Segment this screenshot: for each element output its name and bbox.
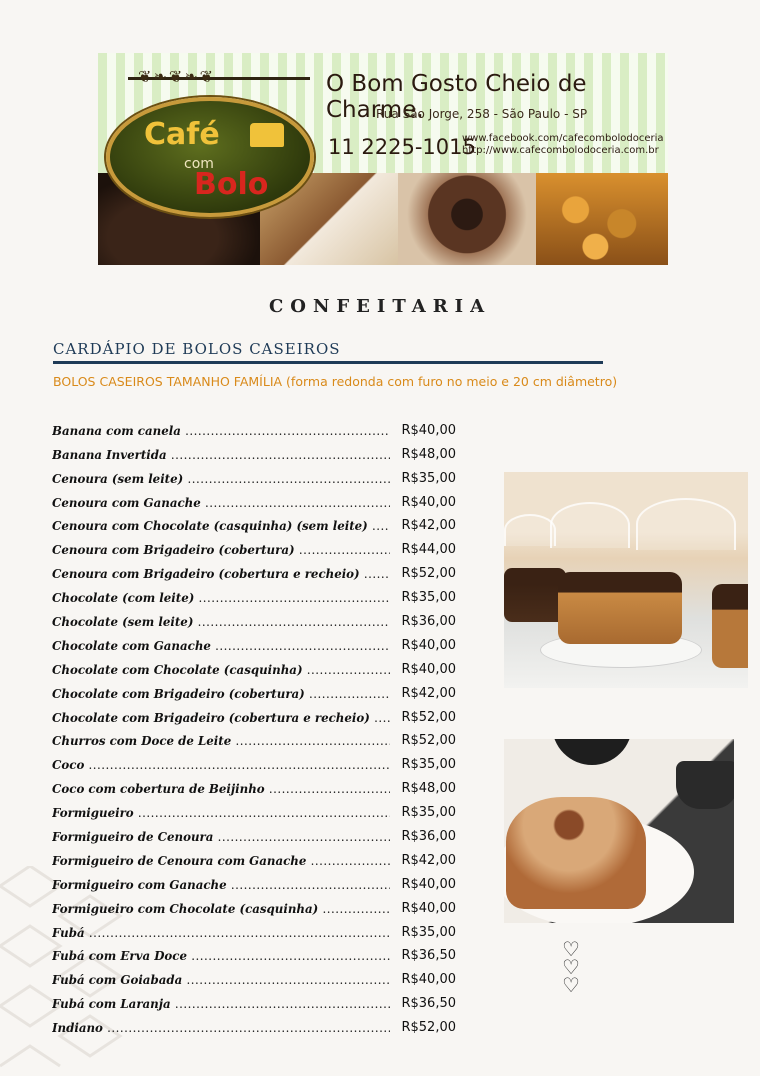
menu-item-name: Chocolate com Brigadeiro (cobertura e recheio) .....	[52, 711, 390, 725]
menu-item-name: Chocolate com Ganache .....	[52, 639, 390, 653]
menu-item-name: Formigueiro com Ganache .....	[52, 878, 390, 892]
size-note: BOLOS CASEIROS TAMANHO FAMÍLIA (forma redonda com furo no meio e 20 cm diâmetro)	[53, 374, 618, 389]
website-link[interactable]: http://www.cafecombolodoceria.com.br	[462, 145, 659, 156]
cinnamon-cake-photo	[504, 739, 734, 923]
menu-item	[52, 514, 456, 538]
glass-dome	[504, 514, 556, 546]
menu-item-name: Formigueiro com Chocolate (casquinha) .....	[52, 902, 390, 916]
hearts-icon: ♡ ♡ ♡	[562, 937, 580, 997]
menu-item	[52, 800, 456, 824]
menu-item	[52, 729, 456, 753]
menu-item-price: R$42,00	[401, 852, 456, 868]
menu-item	[52, 657, 456, 681]
menu-item-price: R$52,00	[401, 709, 456, 725]
phone-number: 11 2225-1015	[328, 135, 476, 159]
menu-item	[52, 633, 456, 657]
brand-logo	[106, 97, 314, 217]
menu-item-price: R$40,00	[401, 876, 456, 892]
section-divider	[53, 361, 603, 364]
menu-item-price: R$48,00	[401, 446, 456, 462]
menu-item	[52, 752, 456, 776]
menu-item-name: Fubá .....	[52, 926, 390, 940]
menu-item-name: Cenoura com Brigadeiro (cobertura e recheio) .....	[52, 567, 390, 581]
menu-item-name: Cenoura (sem leite) .....	[52, 472, 390, 486]
bowl	[552, 739, 632, 765]
menu-item	[52, 848, 456, 872]
menu-item-name: Cenoura com Brigadeiro (cobertura) .....	[52, 543, 390, 557]
menu-item-price: R$40,00	[401, 900, 456, 916]
glass-dome	[550, 502, 630, 548]
menu-item	[52, 991, 456, 1015]
menu-item	[52, 490, 456, 514]
cinnamon-cake	[506, 797, 646, 909]
menu-item	[52, 967, 456, 991]
menu-item-name: Banana Invertida .....	[52, 448, 390, 462]
menu-item-price: R$36,50	[401, 948, 456, 964]
menu-item-name: Indiano .....	[52, 1021, 390, 1035]
menu-item	[52, 944, 456, 968]
menu-item	[52, 609, 456, 633]
menu-item-price: R$52,00	[401, 1020, 456, 1036]
menu-item	[52, 442, 456, 466]
ornament-icon: ❦❧❦❧❦	[138, 67, 216, 86]
menu-item	[52, 466, 456, 490]
menu-item-price: R$48,00	[401, 781, 456, 797]
header-banner	[98, 53, 668, 265]
menu-item	[52, 776, 456, 800]
menu-item	[52, 418, 456, 442]
menu-item-price: R$40,00	[401, 637, 456, 653]
cake-slice-icon	[250, 123, 284, 147]
menu-item-price: R$35,00	[401, 470, 456, 486]
menu-item-price: R$36,50	[401, 996, 456, 1012]
chocolate-topped-cake	[558, 572, 682, 644]
menu-item-name: Formigueiro de Cenoura com Ganache .....	[52, 854, 390, 868]
facebook-link[interactable]: www.facebook.com/cafecombolodoceria	[462, 133, 664, 144]
menu-item-price: R$44,00	[401, 542, 456, 558]
menu-item	[52, 1015, 456, 1039]
menu-item-name: Fubá com Goiabada .....	[52, 973, 390, 987]
logo-bolo: Bolo	[194, 167, 269, 202]
menu-item-price: R$40,00	[401, 422, 456, 438]
menu-item-name: Fubá com Erva Doce .....	[52, 949, 390, 963]
menu-item-name: Chocolate (com leite) .....	[52, 591, 390, 605]
menu-item	[52, 920, 456, 944]
menu-item-name: Formigueiro .....	[52, 806, 390, 820]
chocolate-cake	[504, 568, 566, 622]
menu-item-name: Formigueiro de Cenoura .....	[52, 830, 390, 844]
logo-cafe: Café	[144, 117, 220, 152]
menu-item-name: Chocolate (sem leite) .....	[52, 615, 390, 629]
menu-item	[52, 537, 456, 561]
menu-item-price: R$40,00	[401, 661, 456, 677]
bundt-cake-photo	[398, 173, 536, 265]
logo-com: com	[184, 156, 214, 172]
menu-item-price: R$42,00	[401, 518, 456, 534]
address: Rua São Jorge, 258 - São Paulo - SP	[376, 107, 588, 121]
cakes-display-photo	[504, 472, 748, 688]
menu-item-name: Cenoura com Ganache .....	[52, 496, 390, 510]
menu-item-price: R$52,00	[401, 566, 456, 582]
menu-item	[52, 561, 456, 585]
menu-item-price: R$35,00	[401, 924, 456, 940]
menu-item-name: Cenoura com Chocolate (casquinha) (sem leite) .....	[52, 519, 390, 533]
menu-item-name: Coco .....	[52, 758, 390, 772]
menu-item-name: Chocolate com Brigadeiro (cobertura) .....	[52, 687, 390, 701]
menu-item	[52, 681, 456, 705]
slogan: O Bom Gosto Cheio de Charme.	[326, 71, 587, 123]
chocolate-cake	[712, 584, 748, 668]
menu-item-price: R$52,00	[401, 733, 456, 749]
menu-item-name: Chocolate com Chocolate (casquinha) .....	[52, 663, 390, 677]
menu-item-name: Coco com cobertura de Beijinho .....	[52, 782, 390, 796]
menu-item	[52, 896, 456, 920]
menu-item-price: R$36,00	[401, 614, 456, 630]
menu-item-price: R$35,00	[401, 590, 456, 606]
menu-item-name: Fubá com Laranja .....	[52, 997, 390, 1011]
menu-item-price: R$36,00	[401, 829, 456, 845]
cake-menu-list	[52, 418, 456, 1039]
menu-item-price: R$40,00	[401, 494, 456, 510]
menu-item-name: Churros com Doce de Leite .....	[52, 734, 390, 748]
menu-item-price: R$42,00	[401, 685, 456, 701]
menu-item-name: Banana com canela .....	[52, 424, 390, 438]
menu-item	[52, 585, 456, 609]
web-links	[462, 133, 664, 157]
menu-item-price: R$35,00	[401, 805, 456, 821]
menu-item-price: R$35,00	[401, 757, 456, 773]
savory-snacks-photo	[536, 173, 668, 265]
menu-item	[52, 824, 456, 848]
menu-item	[52, 705, 456, 729]
section-subtitle: CARDÁPIO DE BOLOS CASEIROS	[53, 340, 341, 358]
menu-item	[52, 872, 456, 896]
glass-dome	[636, 498, 736, 550]
page-title: CONFEITARIA	[268, 296, 492, 317]
coffee-cup	[676, 761, 734, 809]
menu-item-price: R$40,00	[401, 972, 456, 988]
